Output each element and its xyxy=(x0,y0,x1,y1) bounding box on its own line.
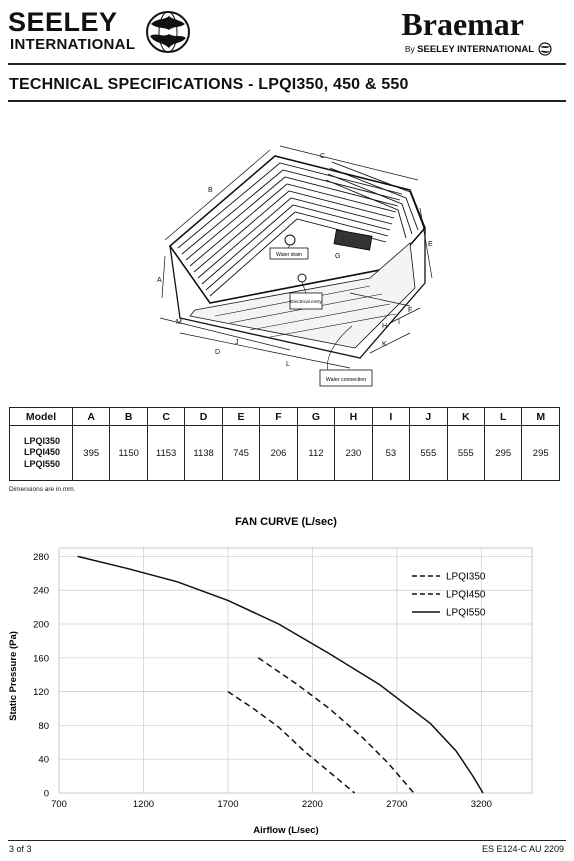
dimensions-note: Dimensions are in mm. xyxy=(9,486,76,493)
value-d: 1138 xyxy=(185,426,222,481)
col-i: I xyxy=(372,408,409,426)
logo-word-braemar: Braemar xyxy=(401,6,524,42)
logo-byline-by: By xyxy=(404,44,415,54)
x-tick-label: 3200 xyxy=(470,799,492,810)
value-f: 206 xyxy=(260,426,297,481)
dim-label-h: H xyxy=(382,323,388,330)
product-dimension-diagram xyxy=(120,118,450,393)
col-l: L xyxy=(484,408,521,426)
dim-label-a: A xyxy=(157,277,162,284)
x-tick-label: 2200 xyxy=(301,799,323,810)
col-f: F xyxy=(260,408,297,426)
y-tick-label: 200 xyxy=(33,619,49,631)
value-c: 1153 xyxy=(147,426,184,481)
col-d: D xyxy=(185,408,222,426)
col-m: M xyxy=(522,408,560,426)
col-g: G xyxy=(297,408,334,426)
model-names-cell xyxy=(10,426,73,481)
value-g: 112 xyxy=(297,426,334,481)
col-k: K xyxy=(447,408,484,426)
x-tick-label: 1200 xyxy=(132,799,155,810)
col-e: E xyxy=(222,408,259,426)
value-j: 555 xyxy=(410,426,447,481)
col-a: A xyxy=(73,408,110,426)
dim-label-k: K xyxy=(382,341,387,348)
callout-water-drain: Water drain xyxy=(276,252,302,258)
chart-grid xyxy=(59,548,532,793)
y-tick-label: 280 xyxy=(33,551,49,563)
title-rule xyxy=(8,100,566,102)
dim-label-e: E xyxy=(428,241,433,248)
x-tick-label: 2700 xyxy=(386,799,408,810)
callout-electrical-entry: Electrical entry xyxy=(290,300,322,305)
col-b: B xyxy=(110,408,147,426)
dim-label-m: M xyxy=(176,319,182,326)
legend-label: LPQI550 xyxy=(446,607,486,619)
series-line-lpqi550 xyxy=(78,556,483,793)
braemar-logo xyxy=(394,6,564,58)
plot-area xyxy=(59,548,532,793)
x-axis-label: Airflow (L/sec) xyxy=(253,825,319,836)
col-model: Model xyxy=(10,408,73,426)
value-h: 230 xyxy=(335,426,372,481)
dim-label-i: I xyxy=(398,319,400,326)
logo-byline-company: SEELEY INTERNATIONAL xyxy=(417,44,534,55)
electrical-entry-port xyxy=(298,274,306,282)
dim-label-j: J xyxy=(235,339,239,346)
dim-label-b: B xyxy=(208,187,213,194)
chart-title: FAN CURVE (L/sec) xyxy=(235,516,337,528)
legend-label: LPQI350 xyxy=(446,571,486,583)
globe-icon xyxy=(145,10,191,54)
footer-rule xyxy=(8,840,566,841)
value-b: 1150 xyxy=(110,426,147,481)
col-h: H xyxy=(335,408,372,426)
document-code: ES E124-C AU 2209 xyxy=(481,844,564,854)
logo-word-seeley: SEELEY xyxy=(8,7,118,37)
header-rule xyxy=(8,63,566,65)
dim-label-f: F xyxy=(408,307,413,314)
value-m: 295 xyxy=(522,426,560,481)
page-title: TECHNICAL SPECIFICATIONS - LPQI350, 450 & 550 xyxy=(9,76,409,93)
y-tick-label: 40 xyxy=(38,754,49,766)
col-c: C xyxy=(147,408,184,426)
y-tick-label: 80 xyxy=(38,720,49,732)
small-globe-icon xyxy=(538,42,552,56)
model-name: LPQI550 xyxy=(24,458,61,469)
dim-label-c: C xyxy=(320,153,326,160)
water-drain-port xyxy=(285,235,295,245)
col-j: J xyxy=(410,408,447,426)
chart-legend xyxy=(412,572,486,619)
x-tick-label: 700 xyxy=(51,799,67,810)
series-line-lpqi350 xyxy=(228,692,355,793)
dim-label-g: G xyxy=(335,253,341,260)
y-axis-label: Static Pressure (Pa) xyxy=(8,631,19,721)
value-e: 745 xyxy=(222,426,259,481)
value-k: 555 xyxy=(447,426,484,481)
y-tick-label: 120 xyxy=(33,687,49,699)
y-tick-label: 160 xyxy=(33,653,49,665)
legend-label: LPQI450 xyxy=(446,589,486,601)
logo-word-international: INTERNATIONAL xyxy=(10,36,136,53)
table-row xyxy=(10,426,560,481)
y-tick-label: 0 xyxy=(43,788,49,800)
fan-curve-chart xyxy=(0,510,574,840)
model-name: LPQI450 xyxy=(24,447,61,458)
chart-series xyxy=(78,556,483,793)
value-l: 295 xyxy=(484,426,521,481)
dim-label-d: D xyxy=(215,349,221,356)
seeley-international-logo xyxy=(8,8,188,56)
model-name: LPQI350 xyxy=(24,435,61,446)
page-number: 3 of 3 xyxy=(9,844,32,854)
x-tick-label: 1700 xyxy=(217,799,239,810)
value-i: 53 xyxy=(372,426,409,481)
logo-byline xyxy=(405,44,534,55)
chart-ticks xyxy=(33,552,492,810)
callout-water-connection: Water connection xyxy=(325,377,367,383)
spec-table-header xyxy=(10,408,560,426)
dim-label-l: L xyxy=(286,361,290,368)
spec-table xyxy=(9,407,560,481)
y-tick-label: 240 xyxy=(33,585,49,597)
value-a: 395 xyxy=(73,426,110,481)
